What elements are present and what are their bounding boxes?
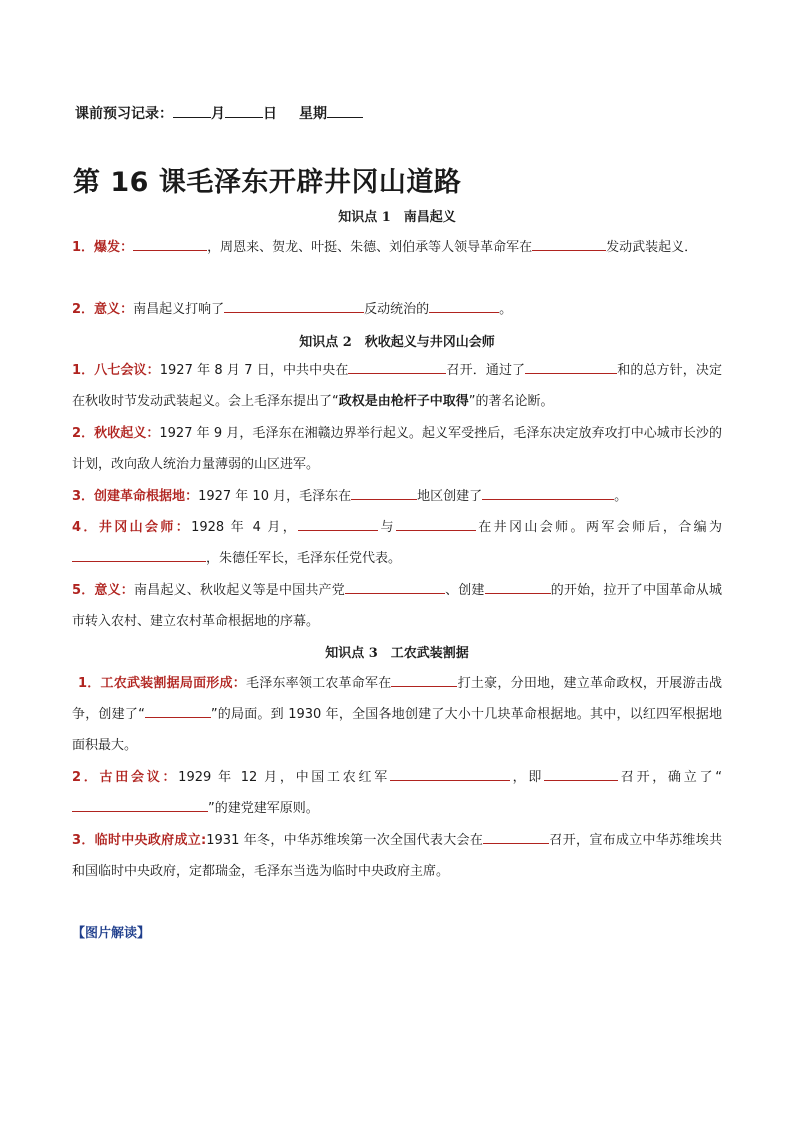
picture-interpretation-heading: 【图片解读】	[72, 926, 151, 941]
kp2-blank-significance[interactable]	[345, 580, 445, 594]
kp1-item2: 2．意义：南昌起义打响了 反动统治的 。	[72, 294, 722, 325]
preview-label: 课前预习记录：	[75, 106, 173, 122]
kp3-item3: 3．临时中央政府成立:1931 年冬，中华苏维埃第一次全国代表大会在 召开，宣布成立中华苏维埃共和国临时中央政府，定都瑞金，毛泽东当选为临时中央政府主席。	[72, 825, 722, 887]
kp3-blank-congress[interactable]	[390, 767, 510, 781]
kp3-item3-label: 临时中央政府成立	[94, 833, 202, 848]
kp1-blank-shot[interactable]	[224, 299, 364, 313]
kp2-item2: 2．秋收起义：1927 年 9 月，毛泽东在湘赣边界举行起义。起义军受挫后，毛泽东决定放弃攻打中心城市长沙的计划，改向敌人统治力量薄弱的山区进军。	[72, 426, 722, 472]
kp2-item5: 5．意义：南昌起义、秋收起义等是中国共产党 、创建 的开始，拉开了中国革命从城市转入农村、建立农村革命根据地的序幕。	[72, 575, 722, 637]
kp2-blank-base[interactable]	[482, 486, 614, 500]
kp3-item2-label: 古田会议	[99, 770, 163, 785]
kp3-item2: 2．古田会议：1929 年 12 月，中国工农红军 ，即 召开，确立了“”的建党建军原则。	[72, 762, 722, 824]
kp2-item2-label: 秋收起义	[94, 426, 147, 441]
kp3-blank-venue[interactable]	[483, 830, 549, 844]
kp1-heading: 知识点 1 南昌起义	[338, 210, 456, 225]
kp3-blank-area[interactable]	[391, 673, 457, 687]
kp3-blank-situation[interactable]	[145, 704, 211, 718]
kp2-item1: 1．八七会议：1927 年 8 月 7 日，中共中央在 召开．通过了 和的总方针，决定在秋收时节发动武装起义。会上毛泽东提出了“政权是由枪杆子中取得”的著名论断。	[72, 355, 722, 417]
kp3-heading: 知识点 3 工农武装割据	[325, 646, 469, 661]
kp3-item1: 1．工农武装割据局面形成：毛泽东率领工农革命军在 打土豪，分田地，建立革命政权，开展游击战争，创建了“ ”的局面。到 1930 年，全国各地创建了大小十几块革命根据地。其中，以红四军根据地面积最大。	[72, 668, 722, 761]
kp3-item1-label: 工农武装割据局面形成	[100, 676, 233, 691]
kp1-blank-place[interactable]	[532, 237, 606, 251]
kp2-blank-merged-army[interactable]	[72, 548, 206, 562]
kp1-item2-label: 意义	[94, 302, 121, 317]
day-label: 日	[263, 106, 277, 122]
kp3-blank-principle[interactable]	[72, 798, 208, 812]
kp2-blank-policy[interactable]	[525, 360, 617, 374]
page-title: 第 16 课毛泽东开辟井冈山道路	[73, 167, 462, 198]
kp2-heading: 知识点 2 秋收起义与井冈山会师	[299, 335, 495, 350]
kp2-item3-label: 创建革命根据地	[94, 489, 186, 504]
day-blank[interactable]	[225, 103, 263, 118]
month-blank[interactable]	[173, 103, 211, 118]
kp2-blank-region[interactable]	[351, 486, 417, 500]
kp1-item1-label: 爆发	[94, 240, 121, 255]
kp3-blank-meeting[interactable]	[544, 767, 618, 781]
weekday-label: 星期	[299, 106, 327, 122]
kp2-blank-army-a[interactable]	[298, 517, 378, 531]
month-label: 月	[211, 106, 225, 122]
kp2-item5-label: 意义	[94, 583, 121, 598]
kp2-blank-create[interactable]	[485, 580, 551, 594]
kp2-blank-meeting-place[interactable]	[348, 360, 446, 374]
kp1-item1: 1．爆发： ，周恩来、贺龙、叶挺、朱德、刘伯承等人领导革命军在 发动武装起义．	[72, 232, 722, 263]
kp2-item3: 3．创建革命根据地：1927 年 10 月，毛泽东在 地区创建了 。	[72, 481, 722, 512]
kp2-quote: 政权是由枪杆子中取得	[338, 394, 469, 409]
preview-record-line	[75, 103, 363, 123]
kp1-blank-outbreak[interactable]	[133, 237, 207, 251]
kp1-blank-rule[interactable]	[429, 299, 499, 313]
kp2-blank-army-b[interactable]	[396, 517, 476, 531]
kp2-item4: 4．井冈山会师：1928 年 4 月， 与 在井冈山会师。两军会师后，合编为，朱德任军长，毛泽东任党代表。	[72, 512, 722, 574]
kp2-item1-label: 八七会议	[94, 363, 147, 378]
weekday-blank[interactable]	[327, 103, 363, 118]
kp2-item4-label: 井冈山会师	[98, 520, 176, 535]
